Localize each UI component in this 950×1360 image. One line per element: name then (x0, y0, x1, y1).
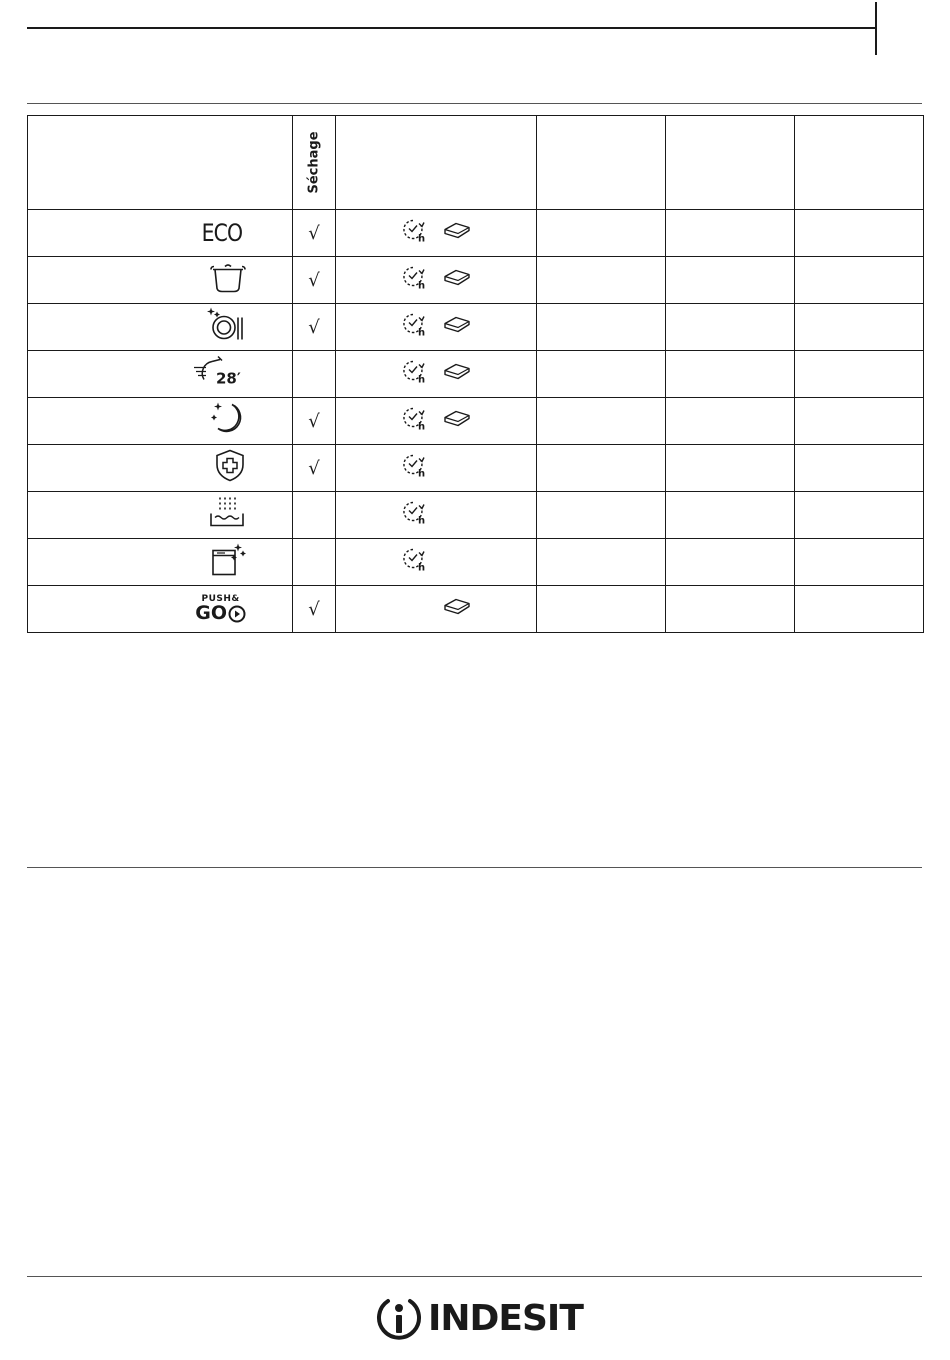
delay-start-icon (402, 547, 432, 578)
delay-start-icon (402, 359, 432, 390)
program-cell (28, 492, 293, 539)
table-row (28, 210, 924, 257)
svg-text:h: h (418, 468, 426, 479)
table-row (28, 398, 924, 445)
brand-name: INDESIT (428, 1297, 583, 1339)
sparkling-plate-icon (206, 306, 246, 349)
empty-cell (795, 586, 924, 633)
tablet-icon (442, 361, 472, 388)
table-row (28, 351, 924, 398)
hygiene-shield-icon (214, 449, 246, 488)
options-cell (336, 257, 537, 304)
empty-cell (795, 445, 924, 492)
header-col-4 (537, 116, 666, 210)
program-cell (28, 539, 293, 586)
options-cell (336, 210, 537, 257)
drying-cell (293, 492, 336, 539)
programs-table (27, 115, 924, 633)
program-cell (28, 445, 293, 492)
drying-cell: √ (293, 398, 336, 445)
header-drying-label: Séchage (306, 131, 322, 194)
options-cell (336, 304, 537, 351)
options-cell (336, 539, 537, 586)
program-cell (28, 398, 293, 445)
delay-start-icon (402, 265, 432, 296)
options-cell (336, 351, 537, 398)
tablet-icon (442, 408, 472, 435)
empty-cell (666, 351, 795, 398)
svg-text:h: h (418, 515, 426, 526)
svg-text:h: h (418, 233, 426, 244)
header-col-5 (666, 116, 795, 210)
express-28-icon (192, 356, 248, 393)
table-header-row (28, 116, 924, 210)
program-cell (28, 210, 293, 257)
program-cell (28, 586, 293, 633)
tablet-icon (442, 267, 472, 294)
program-cell (28, 351, 293, 398)
options-cell (336, 586, 537, 633)
empty-cell (666, 304, 795, 351)
table-row (28, 304, 924, 351)
eco-text-icon (198, 219, 246, 247)
empty-cell (795, 304, 924, 351)
svg-text:h: h (418, 562, 426, 573)
svg-text:h: h (418, 327, 426, 338)
empty-cell (795, 539, 924, 586)
header-drying (293, 116, 336, 210)
empty-cell (666, 398, 795, 445)
brand-logo (374, 1293, 583, 1343)
drying-cell: √ (293, 257, 336, 304)
empty-cell (666, 210, 795, 257)
eco-label: ECO (201, 219, 243, 247)
pot-icon (210, 262, 246, 299)
tablet-icon (442, 596, 472, 623)
delay-start-icon (402, 406, 432, 437)
section-divider-middle (27, 867, 922, 868)
empty-cell (537, 257, 666, 304)
self-clean-icon (210, 543, 246, 582)
program-cell (28, 304, 293, 351)
empty-cell (795, 492, 924, 539)
section-divider-bottom (27, 1276, 922, 1277)
header-col-6 (795, 116, 924, 210)
empty-cell (666, 539, 795, 586)
drying-cell (293, 351, 336, 398)
empty-cell (795, 210, 924, 257)
night-moon-icon (210, 401, 246, 442)
express-label: 28′ (216, 369, 241, 388)
table-row (28, 539, 924, 586)
empty-cell (666, 257, 795, 304)
empty-cell (537, 586, 666, 633)
empty-cell (795, 351, 924, 398)
indesit-i-icon (374, 1293, 424, 1343)
svg-text:h: h (418, 421, 426, 432)
table-row (28, 586, 924, 633)
delay-start-icon (402, 218, 432, 249)
delay-start-icon (402, 500, 432, 531)
tablet-icon (442, 314, 472, 341)
options-cell (336, 445, 537, 492)
soak-icon (208, 496, 246, 535)
table-row (28, 445, 924, 492)
play-icon (228, 605, 246, 623)
program-cell (28, 257, 293, 304)
section-divider-top (27, 103, 922, 104)
empty-cell (537, 492, 666, 539)
drying-cell (293, 539, 336, 586)
delay-start-icon (402, 312, 432, 343)
table-row (28, 257, 924, 304)
empty-cell (666, 492, 795, 539)
empty-cell (537, 445, 666, 492)
empty-cell (795, 257, 924, 304)
drying-cell: √ (293, 445, 336, 492)
header-program (28, 116, 293, 210)
drying-cell: √ (293, 586, 336, 633)
empty-cell (537, 398, 666, 445)
empty-cell (537, 210, 666, 257)
empty-cell (666, 445, 795, 492)
empty-cell (537, 351, 666, 398)
drying-cell: √ (293, 210, 336, 257)
tablet-icon (442, 220, 472, 247)
top-rule-vertical (875, 2, 877, 55)
drying-cell: √ (293, 304, 336, 351)
empty-cell (537, 539, 666, 586)
options-cell (336, 492, 537, 539)
delay-start-icon (402, 453, 432, 484)
svg-text:h: h (418, 374, 426, 385)
empty-cell (537, 304, 666, 351)
push-go-top-label: PUSH& (201, 594, 240, 604)
options-cell (336, 398, 537, 445)
header-options (336, 116, 537, 210)
empty-cell (795, 398, 924, 445)
top-rule (27, 27, 876, 29)
table-row (28, 492, 924, 539)
push-go-icon (195, 595, 246, 623)
push-go-bottom-label: GO (195, 602, 227, 624)
svg-text:h: h (418, 280, 426, 291)
empty-cell (666, 586, 795, 633)
